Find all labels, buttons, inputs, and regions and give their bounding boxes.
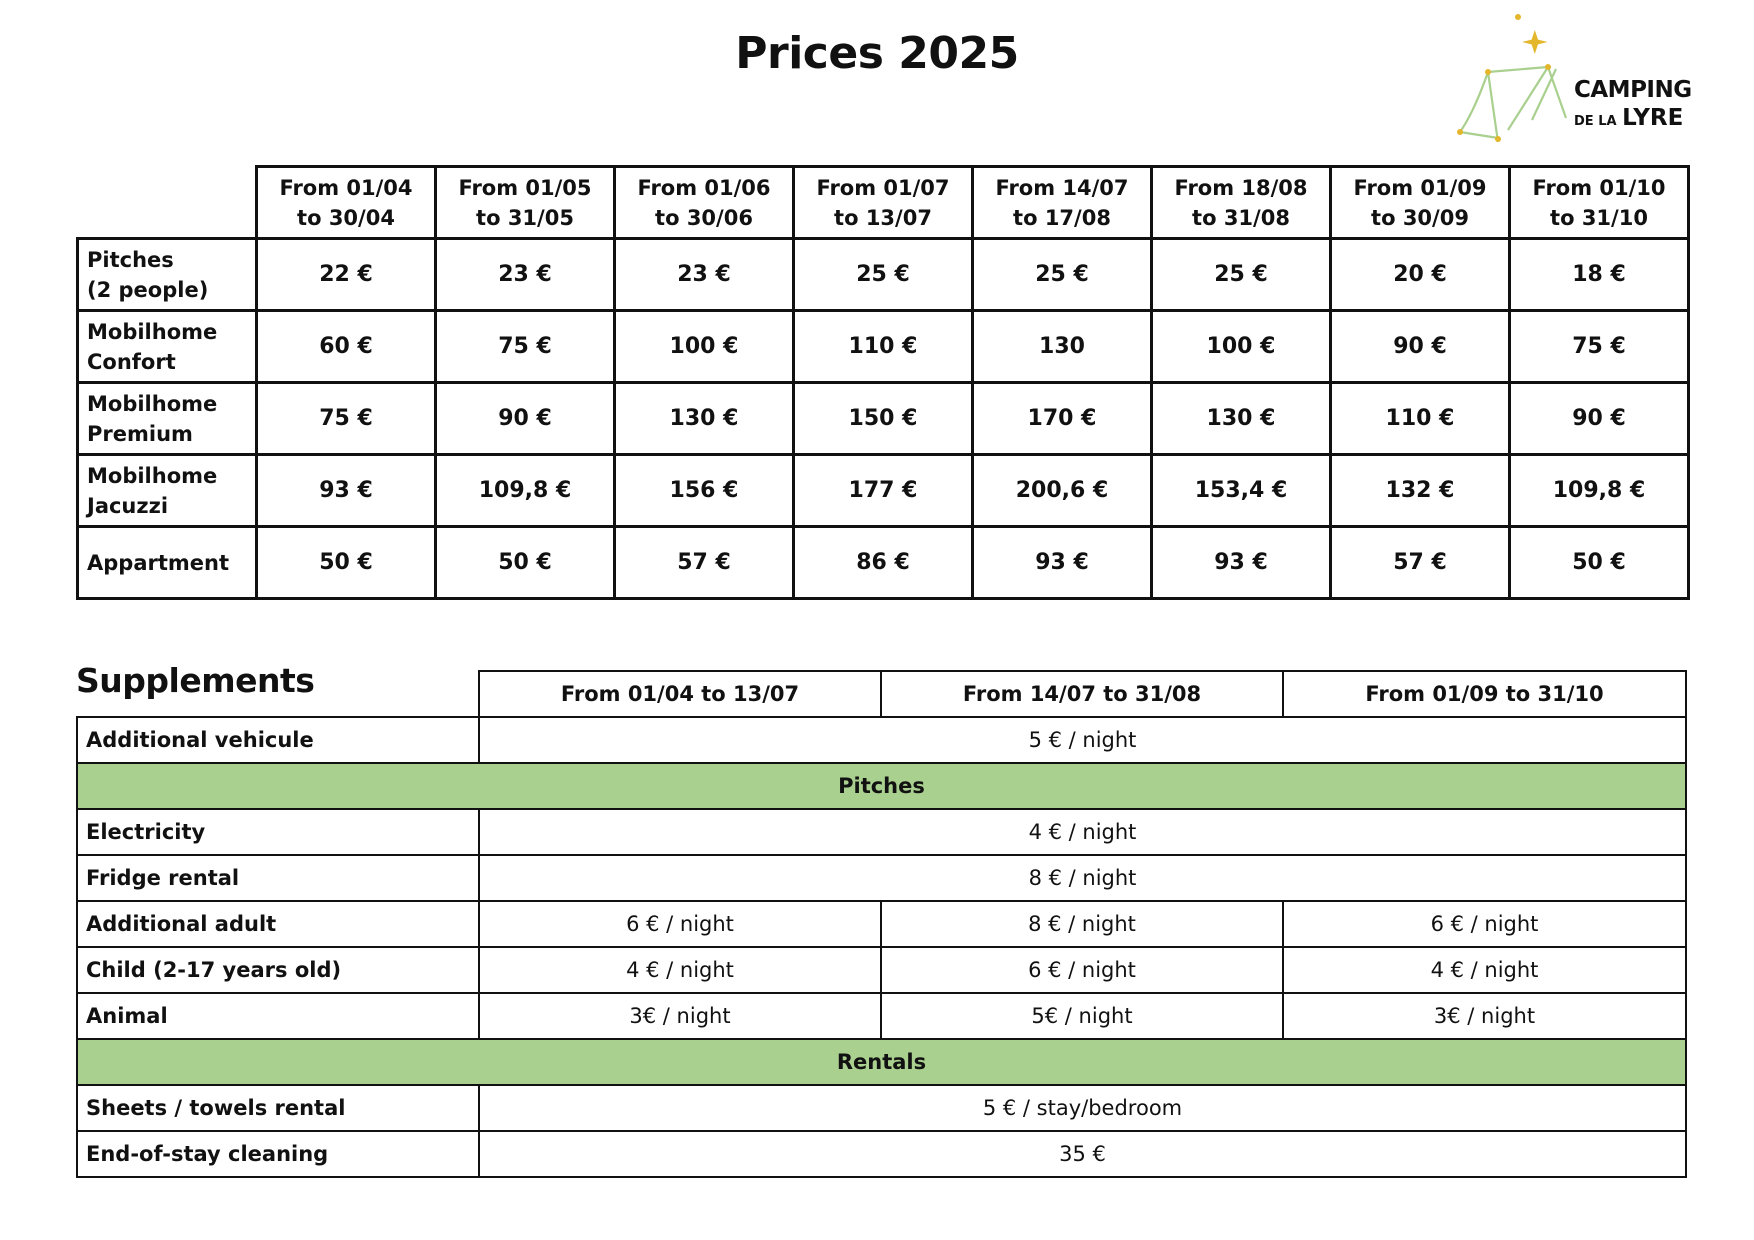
period-header xyxy=(1152,167,1331,239)
price-row xyxy=(78,383,1689,455)
price-cell: 75 € xyxy=(257,383,436,455)
accommodation-label-line2: Premium xyxy=(87,421,193,446)
period-line1: From 01/05 xyxy=(458,175,592,200)
supplement-period-header: From 01/09 to 31/10 xyxy=(1283,671,1686,717)
price-row xyxy=(78,311,1689,383)
accommodation-label-line2: (2 people) xyxy=(87,277,209,302)
supplement-value: 6 € / night xyxy=(479,901,881,947)
supplements-title: Supplements xyxy=(76,661,315,700)
price-cell: 177 € xyxy=(794,455,973,527)
price-cell: 23 € xyxy=(615,239,794,311)
supplement-row xyxy=(77,993,1686,1039)
period-line1: From 01/09 xyxy=(1353,175,1487,200)
price-cell: 57 € xyxy=(615,527,794,599)
period-line2: to 31/10 xyxy=(1550,205,1648,230)
price-cell: 93 € xyxy=(1152,527,1331,599)
period-header xyxy=(1510,167,1689,239)
price-cell: 50 € xyxy=(257,527,436,599)
supplement-value: 4 € / night xyxy=(479,947,881,993)
price-cell: 75 € xyxy=(1510,311,1689,383)
period-line1: From 01/04 xyxy=(279,175,413,200)
price-cell: 93 € xyxy=(973,527,1152,599)
section-header: Rentals xyxy=(77,1039,1686,1085)
supplement-label: Animal xyxy=(77,993,479,1039)
supplement-value: 3€ / night xyxy=(1283,993,1686,1039)
supplement-label: Electricity xyxy=(77,809,479,855)
supplement-value: 6 € / night xyxy=(1283,901,1686,947)
price-cell: 23 € xyxy=(436,239,615,311)
accommodation-label xyxy=(78,383,257,455)
supplement-label: Additional vehicule xyxy=(77,717,479,763)
page-title: Prices 2025 xyxy=(735,28,1019,79)
price-cell: 50 € xyxy=(436,527,615,599)
camping-logo xyxy=(1448,12,1692,142)
accommodation-label-line1: Mobilhome xyxy=(87,463,218,488)
price-cell: 86 € xyxy=(794,527,973,599)
supplement-row xyxy=(77,809,1686,855)
supplement-label: Additional adult xyxy=(77,901,479,947)
supplement-value: 35 € xyxy=(479,1131,1686,1177)
section-header: Pitches xyxy=(77,763,1686,809)
price-cell: 90 € xyxy=(1331,311,1510,383)
price-cell: 20 € xyxy=(1331,239,1510,311)
price-cell: 110 € xyxy=(794,311,973,383)
supplement-row xyxy=(77,901,1686,947)
supplements-header-row xyxy=(77,671,1686,717)
price-table xyxy=(76,165,1690,600)
price-cell: 100 € xyxy=(1152,311,1331,383)
price-header-row xyxy=(78,167,1689,239)
period-line1: From 01/10 xyxy=(1532,175,1666,200)
tent-constellation-icon xyxy=(1448,12,1578,142)
period-header xyxy=(973,167,1152,239)
supplement-label: Child (2-17 years old) xyxy=(77,947,479,993)
logo-line2 xyxy=(1574,104,1692,136)
period-header xyxy=(794,167,973,239)
supplement-row xyxy=(77,1085,1686,1131)
supplement-value: 8 € / night xyxy=(881,901,1283,947)
supplement-row xyxy=(77,717,1686,763)
period-line2: to 31/05 xyxy=(476,205,574,230)
period-line1: From 01/07 xyxy=(816,175,950,200)
supplement-label: Sheets / towels rental xyxy=(77,1085,479,1131)
supplements-table xyxy=(76,670,1687,1178)
supplement-value: 8 € / night xyxy=(479,855,1686,901)
price-row xyxy=(78,527,1689,599)
logo-line1: CAMPING xyxy=(1574,77,1692,103)
price-cell: 156 € xyxy=(615,455,794,527)
period-line2: to 30/09 xyxy=(1371,205,1469,230)
accommodation-label-line1: Appartment xyxy=(87,550,229,575)
price-cell: 90 € xyxy=(436,383,615,455)
period-line2: to 17/08 xyxy=(1013,205,1111,230)
accommodation-label xyxy=(78,239,257,311)
price-cell: 110 € xyxy=(1331,383,1510,455)
accommodation-label-line1: Mobilhome xyxy=(87,319,218,344)
period-line2: to 30/06 xyxy=(655,205,753,230)
price-cell: 50 € xyxy=(1510,527,1689,599)
supplement-row xyxy=(77,947,1686,993)
accommodation-label-line2: Confort xyxy=(87,349,176,374)
period-line1: From 18/08 xyxy=(1174,175,1308,200)
supplement-row xyxy=(77,855,1686,901)
logo-line2-big: LYRE xyxy=(1622,105,1684,131)
supplement-section-row xyxy=(77,763,1686,809)
period-line2: to 30/04 xyxy=(297,205,395,230)
price-cell: 90 € xyxy=(1510,383,1689,455)
price-cell: 150 € xyxy=(794,383,973,455)
supplements-corner-blank xyxy=(77,671,479,717)
accommodation-label-line1: Mobilhome xyxy=(87,391,218,416)
logo-line2-small: DE LA xyxy=(1574,114,1617,129)
price-row xyxy=(78,239,1689,311)
price-cell: 153,4 € xyxy=(1152,455,1331,527)
period-header xyxy=(436,167,615,239)
price-cell: 25 € xyxy=(794,239,973,311)
price-cell: 130 xyxy=(973,311,1152,383)
price-cell: 60 € xyxy=(257,311,436,383)
period-header xyxy=(257,167,436,239)
supplement-value: 3€ / night xyxy=(479,993,881,1039)
price-cell: 100 € xyxy=(615,311,794,383)
period-line2: to 13/07 xyxy=(834,205,932,230)
price-corner-blank xyxy=(78,167,257,239)
price-cell: 57 € xyxy=(1331,527,1510,599)
period-line1: From 01/06 xyxy=(637,175,771,200)
logo-text xyxy=(1574,76,1692,136)
supplement-period-header: From 01/04 to 13/07 xyxy=(479,671,881,717)
supplement-section-row xyxy=(77,1039,1686,1085)
price-cell: 170 € xyxy=(973,383,1152,455)
supplement-row xyxy=(77,1131,1686,1177)
supplement-value: 5 € / stay/bedroom xyxy=(479,1085,1686,1131)
accommodation-label-line1: Pitches xyxy=(87,247,174,272)
price-cell: 130 € xyxy=(1152,383,1331,455)
price-cell: 22 € xyxy=(257,239,436,311)
period-header xyxy=(1331,167,1510,239)
supplement-value: 4 € / night xyxy=(1283,947,1686,993)
price-cell: 109,8 € xyxy=(436,455,615,527)
price-row xyxy=(78,455,1689,527)
price-cell: 25 € xyxy=(973,239,1152,311)
accommodation-label xyxy=(78,311,257,383)
price-cell: 200,6 € xyxy=(973,455,1152,527)
price-cell: 25 € xyxy=(1152,239,1331,311)
price-cell: 93 € xyxy=(257,455,436,527)
supplement-value: 6 € / night xyxy=(881,947,1283,993)
period-header xyxy=(615,167,794,239)
price-cell: 130 € xyxy=(615,383,794,455)
supplement-value: 5 € / night xyxy=(479,717,1686,763)
supplement-value: 4 € / night xyxy=(479,809,1686,855)
supplement-label: End-of-stay cleaning xyxy=(77,1131,479,1177)
price-cell: 109,8 € xyxy=(1510,455,1689,527)
accommodation-label-line2: Jacuzzi xyxy=(87,493,169,518)
accommodation-label xyxy=(78,527,257,599)
supplement-period-header: From 14/07 to 31/08 xyxy=(881,671,1283,717)
price-cell: 132 € xyxy=(1331,455,1510,527)
period-line2: to 31/08 xyxy=(1192,205,1290,230)
period-line1: From 14/07 xyxy=(995,175,1129,200)
price-cell: 18 € xyxy=(1510,239,1689,311)
supplement-label: Fridge rental xyxy=(77,855,479,901)
supplement-value: 5€ / night xyxy=(881,993,1283,1039)
accommodation-label xyxy=(78,455,257,527)
price-cell: 75 € xyxy=(436,311,615,383)
